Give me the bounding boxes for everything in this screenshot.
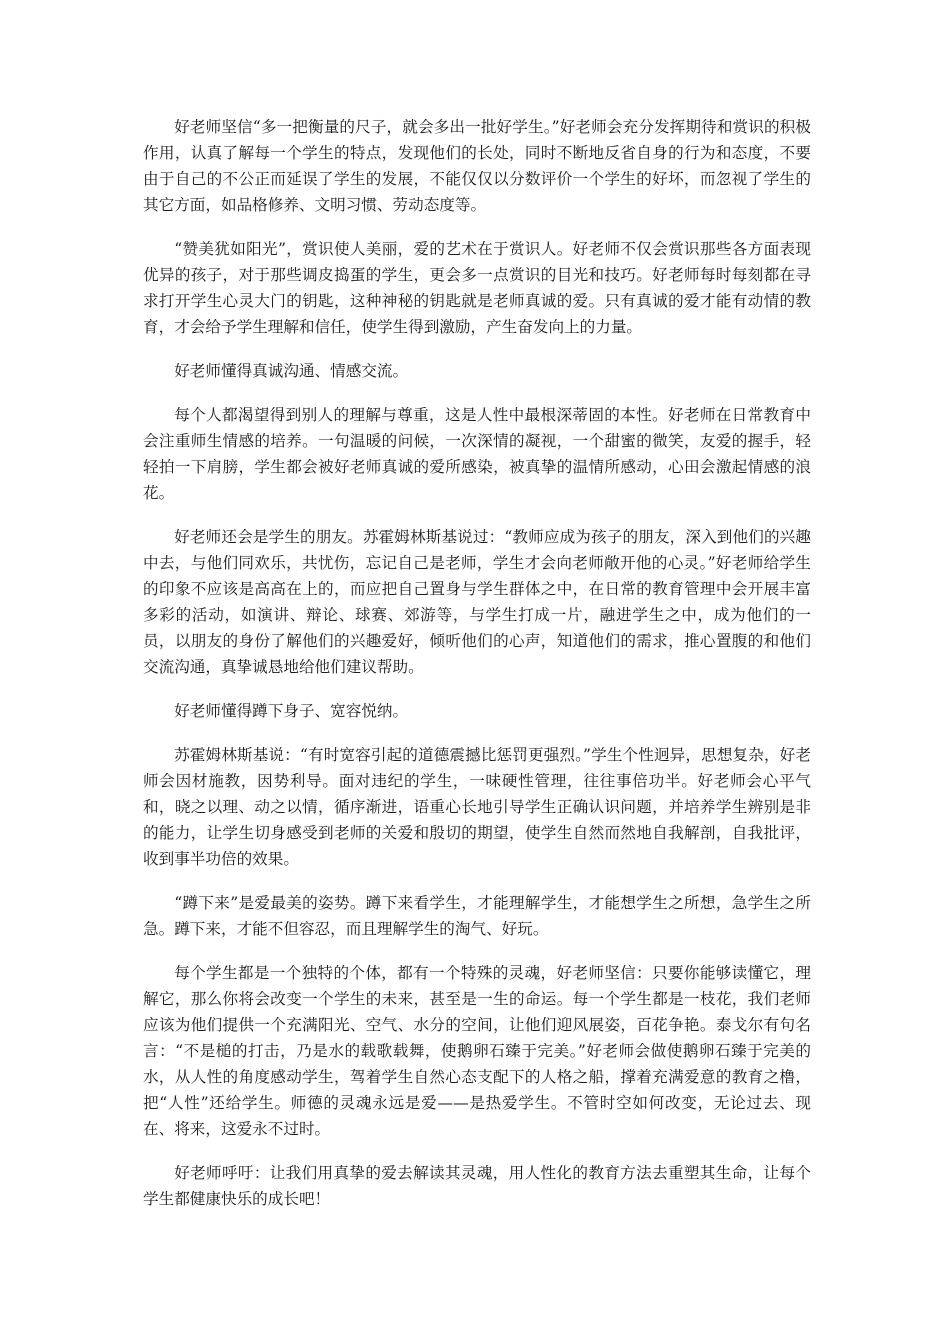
document-body [143, 114, 811, 1230]
paragraph-3: 好老师懂得真诚沟通、情感交流。 [174, 362, 409, 380]
paragraph-1: 好老师坚信“多一把衡量的尺子，就会多出一批好学生。”好老师会充分发挥期待和赏识的积极作用，认真了解每一个学生的特点，发现他们的长处，同时不断地反省自身的行为和态度，不要由于自己的不公正而延误了学生的发展，不能仅仅以分数评价一个学生的好坏，而忽视了学生的其它方面，如品格修养、文明习惯、劳动态度等。 [143, 118, 811, 214]
paragraph-7: 苏霍姆林斯基说：“有时宽容引起的道德震撼比惩罚更强烈。”学生个性迥异，思想复杂，好老师会因材施教，因势利导。面对违纪的学生，一味硬性管理，往往事倍功半。好老师会心平气和，晓之以理、动之以情，循序渐进，语重心长地引导学生正确认识问题，并培养学生辨别是非的能力，让学生切身感受到老师的关爱和殷切的期望，使学生自然而然地自我解剖，自我批评，收到事半功倍的效果。 [143, 746, 811, 868]
paragraph-10: 好老师呼吁：让我们用真挚的爱去解读其灵魂，用人性化的教育方法去重塑其生命，让每个学生都健康快乐的成长吧！ [143, 1164, 811, 1208]
paragraph-2: “赞美犹如阳光”，赏识使人美丽，爱的艺术在于赏识人。好老师不仅会赏识那些各方面表现优异的孩子，对于那些调皮捣蛋的学生，更会多一点赏识的目光和技巧。好老师每时每刻都在寻求打开学生心灵大门的钥匙，这种神秘的钥匙就是老师真诚的爱。只有真诚的爱才能有动情的教育，才会给予学生理解和信任，使学生得到激励，产生奋发向上的力量。 [143, 240, 811, 336]
paragraph-4: 每个人都渴望得到别人的理解与尊重，这是人性中最根深蒂固的本性。好老师在日常教育中会注重师生情感的培养。一句温暖的问候，一次深情的凝视，一个甜蜜的微笑，友爱的握手，轻轻拍一下肩膀，学生都会被好老师真诚的爱所感染，被真挚的温情所感动，心田会激起情感的浪花。 [143, 406, 811, 502]
paragraph-5: 好老师还会是学生的朋友。苏霍姆林斯基说过：“教师应成为孩子的朋友，深入到他们的兴趣中去，与他们同欢乐，共忧伤，忘记自己是老师，学生才会向老师敞开他的心灵。”好老师给学生的印象不应该是高高在上的，而应把自己置身与学生群体之中，在日常的教育管理中会开展丰富多彩的活动，如演讲、辩论、球赛、郊游等，与学生打成一片，融进学生之中，成为他们的一员，以朋友的身份了解他们的兴趣爱好，倾听他们的心声，知道他们的需求，推心置腹的和他们交流沟通，真挚诚恳地给他们建议帮助。 [143, 528, 811, 676]
paragraph-9: 每个学生都是一个独特的个体，都有一个特殊的灵魂，好老师坚信：只要你能够读懂它，理解它，那么你将会改变一个学生的未来，甚至是一生的命运。每一个学生都是一枝花，我们老师应该为他们提供一个充满阳光、空气、水分的空间，让他们迎风展姿，百花争艳。泰戈尔有句名言：“不是槌的打击，乃是水的载歌载舞，使鹅卵石臻于完美。”好老师会做使鹅卵石臻于完美的水，从人性的角度感动学生，驾着学生自然心态支配下的人格之船，撑着充满爱意的教育之橹，把“人性”还给学生。师德的灵魂永远是爱——是热爱学生。不管时空如何改变，无论过去、现在、将来，这爱永不过时。 [143, 964, 811, 1138]
paragraph-8: “蹲下来”是爱最美的姿势。蹲下来看学生，才能理解学生，才能想学生之所想，急学生之所急。蹲下来，才能不但容忍，而且理解学生的淘气、好玩。 [143, 894, 811, 938]
paragraph-6: 好老师懂得蹲下身子、宽容悦纳。 [174, 702, 409, 720]
